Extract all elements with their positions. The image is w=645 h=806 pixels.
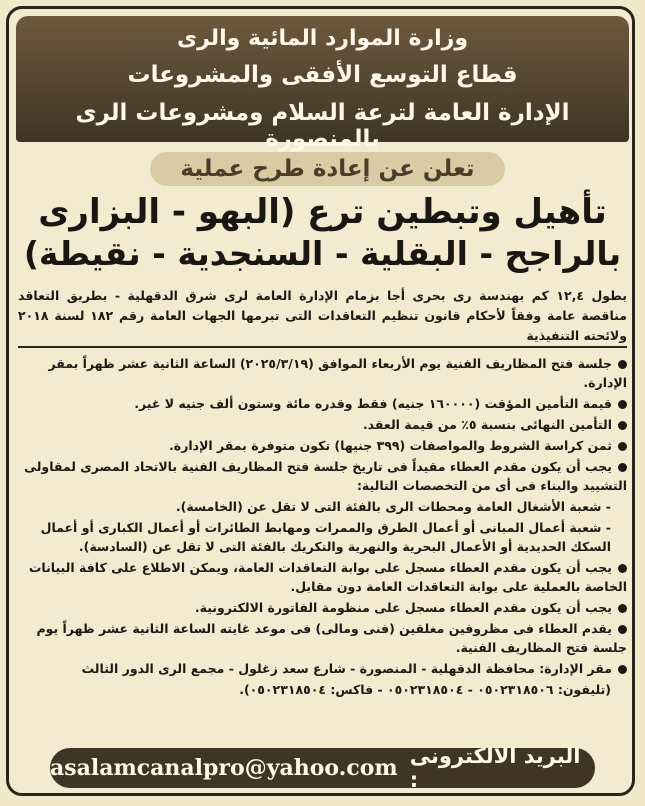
list-item: جلسة فتح المظاريف الفنية يوم الأربعاء الموافق (٢٠٢٥/٣/١٩) الساعة الثانية عشر ظهراً بمقر الإدارة. [48, 356, 627, 390]
list-item: ثمن كراسة الشروط والمواصفات (٣٩٩ جنيها) تكون متوفرة بمقر الإدارة. [18, 436, 627, 455]
list-item: يقدم العطاء فى مظروفين مغلقين (فنى ومالى) فى موعد غايته الساعة الثانية عشر ظهراً يوم جلسة فتح المظاريف الفنية. [36, 621, 627, 655]
bullet-icon [618, 665, 627, 674]
conditions-list [18, 354, 627, 701]
list-item: مقر الإدارة: محافظة الدقهلية - المنصورة - شارع سعد زغلول - مجمع الرى الدور الثالث [18, 659, 627, 678]
list-item: قيمة التأمين المؤقت (١٦٠٠٠٠ جنيه) فقط وقدره مائة وستون ألف جنيه لا غير. [18, 394, 627, 413]
list-item: يجب أن يكون مقدم العطاء مسجل على منظومة الفاتورة الالكترونية. [18, 598, 627, 617]
sector-name: قطاع التوسع الأفقى والمشروعات [127, 62, 518, 88]
list-item: يجب أن يكون مقدم العطاء مسجل على بوابة التعاقدات العامة، ويمكن الاطلاع على كافة البيانات الخاصة بالعملية على بوابة التعاقدات العامة دون مقابل. [28, 560, 627, 594]
sub-item: - شعبة أعمال المبانى أو أعمال الطرق والممرات ومهابط الطائرات أو أعمال الكبارى أو أعمال السكك الحديدية أو الأعمال البحرية والنهرية والتكريك بالفئة التى لا تقل عن (السادسة). [40, 520, 611, 554]
bullet-icon [618, 442, 627, 451]
announcement-pill: تعلن عن إعادة طرح عملية [150, 152, 505, 186]
bullet-icon [618, 625, 627, 634]
intro-paragraph: بطول ١٢,٤ كم بهندسة رى بحرى أجا بزمام الإدارة العامة لرى شرق الدقهلية - بطريق التعاقد مناقصة عامة وفقاً لأحكام قانون تنظيم التعاقدات التى تبرمها الجهات العامة رقم ١٨٢ لسنة ٢٠١٨ ولائحته التنفيذية [18, 288, 628, 343]
email-address[interactable]: asalamcanalpro@yahoo.com [50, 755, 398, 781]
directorate-name: الإدارة العامة لترعة السلام ومشروعات الرى بالمنصورة [75, 100, 570, 152]
email-label: البريد الالكترونى : [409, 744, 581, 792]
project-title-line2: بالراجح - البقلية - السنجدية - نقيطة) [23, 234, 622, 273]
sub-item: - شعبة الأشغال العامة ومحطات الرى بالفئة التى لا تقل عن (الخامسة). [175, 499, 611, 514]
bullet-icon [618, 604, 627, 613]
bullet-icon [618, 421, 627, 430]
bullet-icon [618, 400, 627, 409]
bullet-icon [618, 360, 627, 369]
ministry-name: وزارة الموارد المائية والرى [176, 26, 469, 51]
email-banner [50, 744, 595, 792]
list-item: يجب أن يكون مقدم العطاء مقيداً فى تاريخ جلسة فتح المظاريف الفنية بالاتحاد المصرى لمقاولى التشييد والبناء فى أى من التخصصات التالية: [24, 459, 627, 493]
bullet-icon [618, 564, 627, 573]
list-item: التأمين النهائى بنسبة ٥٪ من قيمة العقد. [18, 415, 627, 434]
project-title-line1: تأهيل وتبطين ترع (البهو - البزارى [38, 192, 607, 232]
divider [18, 346, 627, 348]
bullet-icon [618, 463, 627, 472]
header-banner [16, 16, 629, 152]
contact-line: (تليفون: ٠٥٠٢٣١٨٥٠٦ - ٠٥٠٢٣١٨٥٠٤ - فاكس: ٠٥٠٢٣١٨٥٠٤). [239, 682, 611, 697]
